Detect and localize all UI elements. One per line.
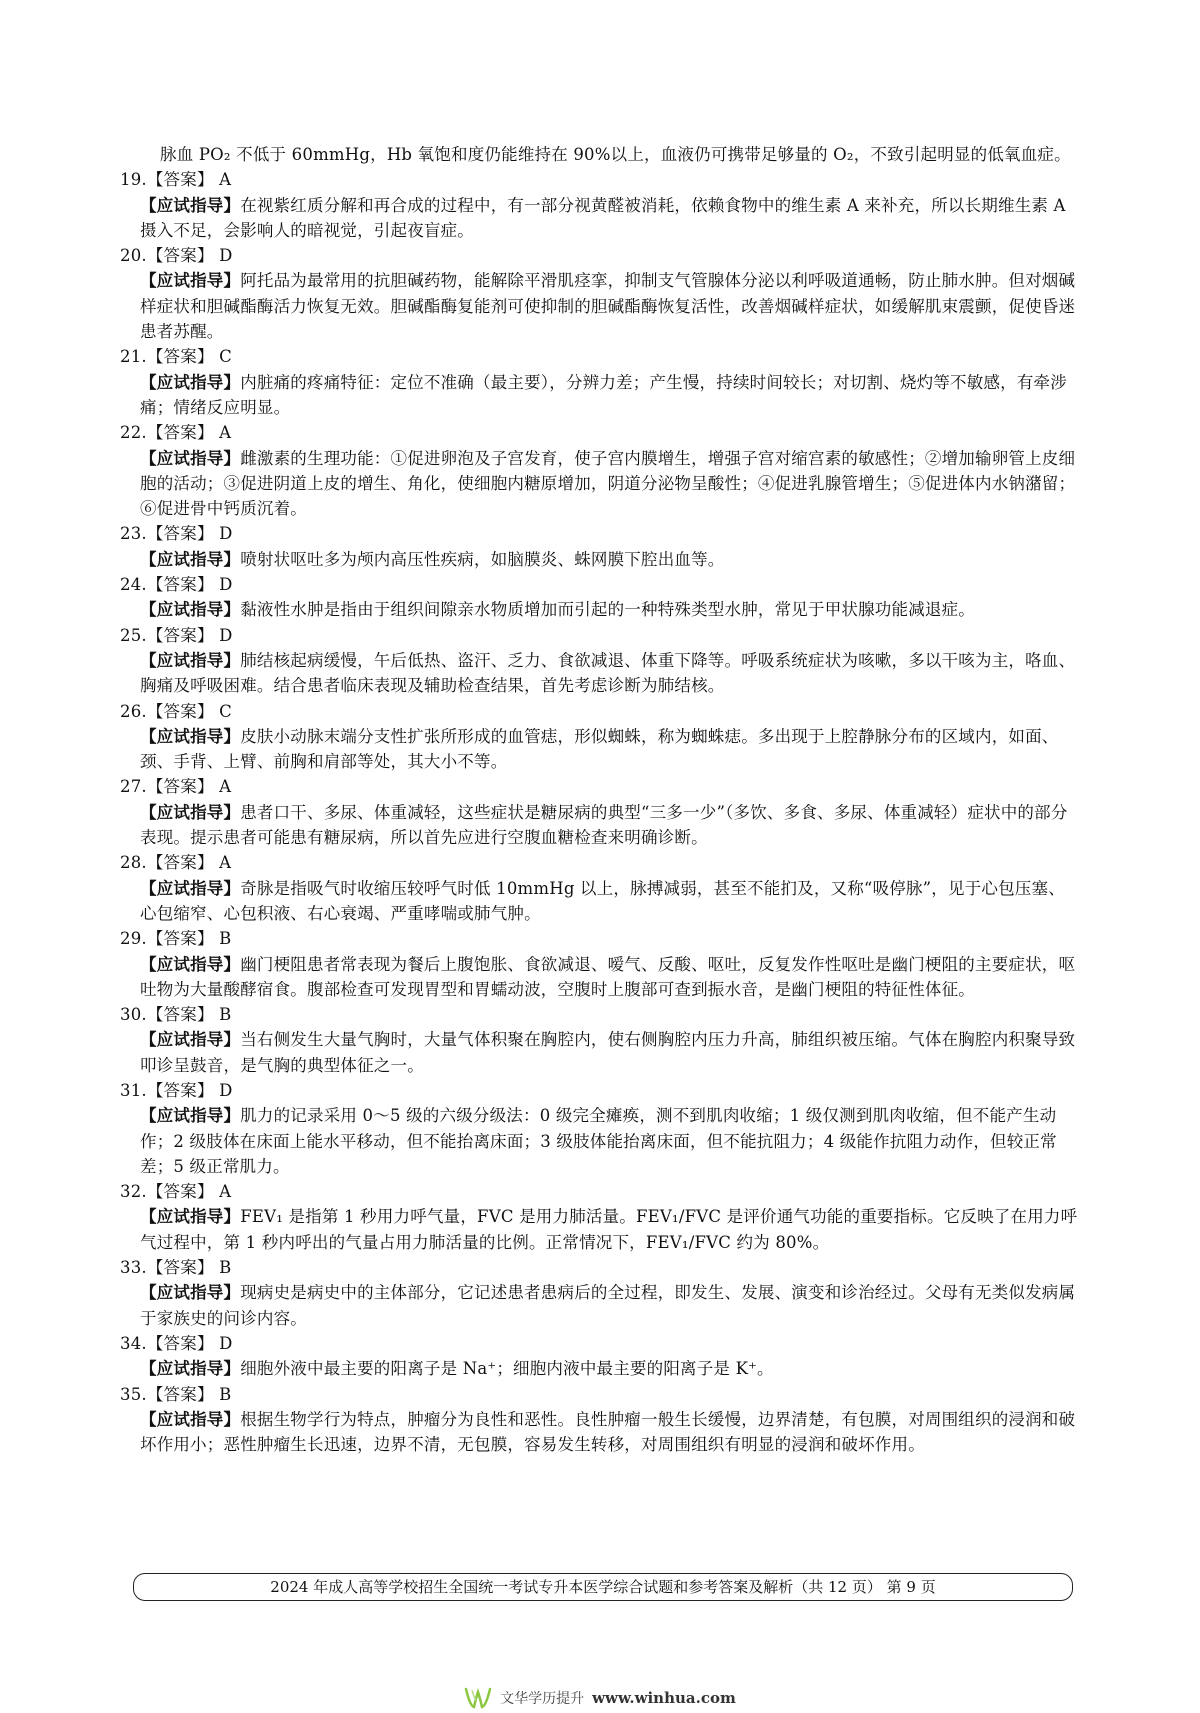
answer-label: 【答案】 [146, 1384, 214, 1404]
answer-label: 【答案】 [146, 423, 214, 443]
answer-line [120, 1382, 1080, 1407]
hint-label: 【应试指导】 [140, 1207, 241, 1227]
question-number: 31. [120, 1080, 147, 1100]
answer-line [120, 1078, 1080, 1103]
hint-label: 【应试指导】 [140, 1106, 241, 1126]
answer-line [120, 774, 1080, 799]
hint-text: 黏液性水肿是指由于组织间隙亲水物质增加而引起的一种特殊类型水肿，常见于甲状腺功能减退症。 [240, 600, 976, 620]
answer-line [120, 572, 1080, 597]
hint-text: FEV₁ 是指第 1 秒用力呼气量，FVC 是用力肺活量。FEV₁/FVC 是评价通气功能的重要指标。它反映了在用力呼气过程中，第 1 秒内呼出的气量占用力肺活量的比例。正常情况下，FEV₁/FVC 约为 80%。 [140, 1207, 1078, 1252]
hint-text: 内脏痛的疼痛特征：定位不准确（最主要），分辨力差；产生慢，持续时间较长；对切割、烧灼等不敏感，有牵涉痛；情绪反应明显。 [140, 372, 1067, 417]
answer-value: C [219, 701, 232, 721]
answer-value: B [219, 1005, 232, 1025]
hint-text: 幽门梗阻患者常表现为餐后上腹饱胀、食欲减退、嗳气、反酸、呕吐，反复发作性呕吐是幽门梗阻的主要症状，呕吐物为大量酸酵宿食。腹部检查可发现胃型和胃蠕动波，空腹时上腹部可查到振水音，是幽门梗阻的特征性体征。 [140, 954, 1076, 999]
hint-text: 细胞外液中最主要的阳离子是 Na⁺；细胞内液中最主要的阳离子是 K⁺。 [240, 1359, 774, 1379]
hint-label: 【应试指导】 [140, 271, 241, 291]
answer-value: D [219, 1333, 233, 1353]
hint-label: 【应试指导】 [140, 600, 241, 620]
answer-label: 【答案】 [146, 170, 214, 190]
answer-value: C [219, 347, 232, 367]
answer-line [120, 420, 1080, 445]
answer-content [120, 142, 1080, 1457]
answer-line [120, 1331, 1080, 1356]
hint-text: 在视紫红质分解和再合成的过程中，有一部分视黄醛被消耗，依赖食物中的维生素 A 来补充，所以长期维生素 A 摄入不足，会影响人的暗视觉，引起夜盲症。 [140, 195, 1066, 240]
hint-text: 奇脉是指吸气时收缩压较呼气时低 10mmHg 以上，脉搏减弱，甚至不能扪及，又称“吸停脉”，见于心包压塞、心包缩窄、心包积液、右心衰竭、严重哮喘或肺气肿。 [140, 878, 1065, 923]
hint-text: 现病史是病史中的主体部分，它记述患者患病后的全过程，即发生、发展、演变和诊治经过。父母有无类似发病属于家族史的问诊内容。 [140, 1283, 1076, 1328]
answer-label: 【答案】 [146, 246, 214, 266]
hint-paragraph [140, 1356, 1080, 1381]
question-number: 26. [120, 701, 147, 721]
hint-paragraph [140, 193, 1080, 244]
hint-text: 雌激素的生理功能：①促进卵泡及子宫发育，使子宫内膜增生，增强子宫对缩宫素的敏感性；②增加输卵管上皮细胞的活动；③促进阴道上皮的增生、角化，使细胞内糖原增加，阴道分泌物呈酸性；④促进乳腺管增生；⑤促进体内水钠潴留；⑥促进骨中钙质沉着。 [140, 448, 1076, 519]
question-number: 27. [120, 777, 147, 797]
hint-text: 根据生物学行为特点，肿瘤分为良性和恶性。良性肿瘤一般生长缓慢，边界清楚，有包膜，对周围组织的浸润和破坏作用小；恶性肿瘤生长迅速，边界不清，无包膜，容易发生转移，对周围组织有明显的浸润和破坏作用。 [140, 1409, 1076, 1455]
question-number: 25. [120, 625, 147, 645]
question-number: 34. [120, 1333, 147, 1353]
hint-text: 患者口干、多尿、体重减轻，这些症状是糖尿病的典型“三多一少”（多饮、多食、多尿、体重减轻）症状中的部分表现。提示患者可能患有糖尿病，所以首先应进行空腹血糖检查来明确诊断。 [140, 802, 1068, 848]
hint-paragraph [140, 370, 1080, 421]
question-number: 33. [120, 1258, 147, 1278]
answer-value: A [219, 853, 232, 873]
question-number: 23. [120, 524, 147, 544]
question-number: 29. [120, 929, 147, 949]
answer-line [120, 1179, 1080, 1204]
answer-label: 【答案】 [146, 347, 214, 367]
hint-label: 【应试指导】 [140, 372, 241, 392]
question-number: 22. [120, 423, 147, 443]
answer-value: A [219, 170, 232, 190]
question-number: 20. [120, 246, 147, 266]
brand-watermark [430, 1683, 770, 1713]
hint-paragraph [140, 952, 1080, 1003]
hint-paragraph [140, 1027, 1080, 1078]
hint-paragraph [140, 1407, 1080, 1458]
question-number: 32. [120, 1182, 147, 1202]
answer-value: D [219, 625, 233, 645]
hint-text: 喷射状呕吐多为颅内高压性疾病，如脑膜炎、蛛网膜下腔出血等。 [240, 549, 725, 569]
answer-label: 【答案】 [146, 575, 214, 595]
answer-line [120, 521, 1080, 546]
answer-line [120, 1255, 1080, 1280]
winhua-logo-icon [464, 1686, 492, 1710]
hint-paragraph [140, 1103, 1080, 1179]
hint-paragraph [140, 1204, 1080, 1255]
hint-paragraph [140, 446, 1080, 522]
hint-paragraph [140, 876, 1080, 927]
answer-label: 【答案】 [146, 1333, 214, 1353]
answer-value: B [219, 1258, 232, 1278]
question-number: 35. [120, 1384, 147, 1404]
hint-label: 【应试指导】 [140, 802, 241, 822]
answer-label: 【答案】 [146, 929, 214, 949]
hint-label: 【应试指导】 [140, 954, 241, 974]
hint-paragraph [140, 597, 1080, 622]
hint-paragraph [140, 800, 1080, 851]
question-number: 19. [120, 170, 147, 190]
hint-text: 肌力的记录采用 0～5 级的六级分级法：0 级完全瘫痪，测不到肌肉收缩；1 级仅测到肌肉收缩，但不能产生动作；2 级肢体在床面上能水平移动，但不能抬离床面；3 级肢体能抬离床面，但不能抗阻力；4 级能作抗阻力动作，但较正常差；5 级正常肌力。 [140, 1106, 1057, 1176]
question-number: 21. [120, 347, 147, 367]
hint-paragraph [140, 1280, 1080, 1331]
answer-line [120, 1002, 1080, 1027]
answer-list [120, 167, 1080, 1457]
hint-text: 当右侧发生大量气胸时，大量气体积聚在胸腔内，使右侧胸腔内压力升高，肺组织被压缩。气体在胸腔内积聚导致叩诊呈鼓音，是气胸的典型体征之一。 [140, 1030, 1076, 1075]
answer-label: 【答案】 [146, 1080, 214, 1100]
question-number: 30. [120, 1005, 147, 1025]
page-footer: 2024 年成人高等学校招生全国统一考试专升本医学综合试题和参考答案及解析（共 12 页） 第 9 页 [133, 1573, 1073, 1601]
answer-line [120, 344, 1080, 369]
answer-label: 【答案】 [146, 853, 214, 873]
hint-label: 【应试指导】 [140, 1359, 241, 1379]
answer-value: B [219, 929, 232, 949]
answer-value: A [219, 1182, 232, 1202]
answer-value: A [219, 423, 232, 443]
answer-line [120, 850, 1080, 875]
answer-line [120, 699, 1080, 724]
hint-text: 阿托品为最常用的抗胆碱药物，能解除平滑肌痉挛，抑制支气管腺体分泌以利呼吸道通畅，防止肺水肿。但对烟碱样症状和胆碱酯酶活力恢复无效。胆碱酯酶复能剂可使抑制的胆碱酯酶恢复活性，改善烟碱样症状，如缓解肌束震颤，促使昏迷患者苏醒。 [140, 271, 1076, 342]
hint-paragraph [140, 724, 1080, 775]
answer-label: 【答案】 [146, 1005, 214, 1025]
answer-value: A [219, 777, 232, 797]
hint-paragraph [140, 268, 1080, 344]
answer-label: 【答案】 [146, 777, 214, 797]
answer-value: D [219, 1080, 233, 1100]
question-number: 24. [120, 575, 147, 595]
hint-label: 【应试指导】 [140, 195, 241, 215]
hint-text: 皮肤小动脉末端分支性扩张所形成的血管痣，形似蜘蛛，称为蜘蛛痣。多出现于上腔静脉分布的区域内，如面、颈、手背、上臂、前胸和肩部等处，其大小不等。 [140, 726, 1059, 772]
answer-label: 【答案】 [146, 625, 214, 645]
answer-label: 【答案】 [146, 524, 214, 544]
answer-label: 【答案】 [146, 701, 214, 721]
answer-label: 【答案】 [146, 1182, 214, 1202]
hint-paragraph [140, 547, 1080, 572]
hint-text: 肺结核起病缓慢，午后低热、盗汗、乏力、食欲减退、体重下降等。呼吸系统症状为咳嗽，多以干咳为主，咯血、胸痛及呼吸困难。结合患者临床表现及辅助检查结果，首先考虑诊断为肺结核。 [140, 650, 1076, 696]
hint-label: 【应试指导】 [140, 726, 241, 746]
answer-value: B [219, 1384, 232, 1404]
answer-line [120, 243, 1080, 268]
answer-line [120, 926, 1080, 951]
hint-label: 【应试指导】 [140, 1030, 241, 1050]
answer-line [120, 623, 1080, 648]
hint-label: 【应试指导】 [140, 1283, 241, 1303]
answer-label: 【答案】 [146, 1258, 214, 1278]
hint-label: 【应试指导】 [140, 448, 241, 468]
brand-name: 文华学历提升 [500, 1691, 585, 1707]
intro-paragraph: 脉血 PO₂ 不低于 60mmHg，Hb 氧饱和度仍能维持在 90%以上，血液仍可携带足够量的 O₂，不致引起明显的低氧血症。 [160, 145, 1071, 164]
hint-label: 【应试指导】 [140, 1409, 241, 1429]
hint-label: 【应试指导】 [140, 549, 241, 569]
answer-value: D [219, 246, 233, 266]
brand-url[interactable]: www.winhua.com [592, 1689, 736, 1707]
hint-label: 【应试指导】 [140, 650, 241, 670]
answer-value: D [219, 575, 233, 595]
question-number: 28. [120, 853, 147, 873]
hint-label: 【应试指导】 [140, 878, 241, 898]
answer-value: D [219, 524, 233, 544]
hint-paragraph [140, 648, 1080, 699]
answer-line [120, 167, 1080, 192]
